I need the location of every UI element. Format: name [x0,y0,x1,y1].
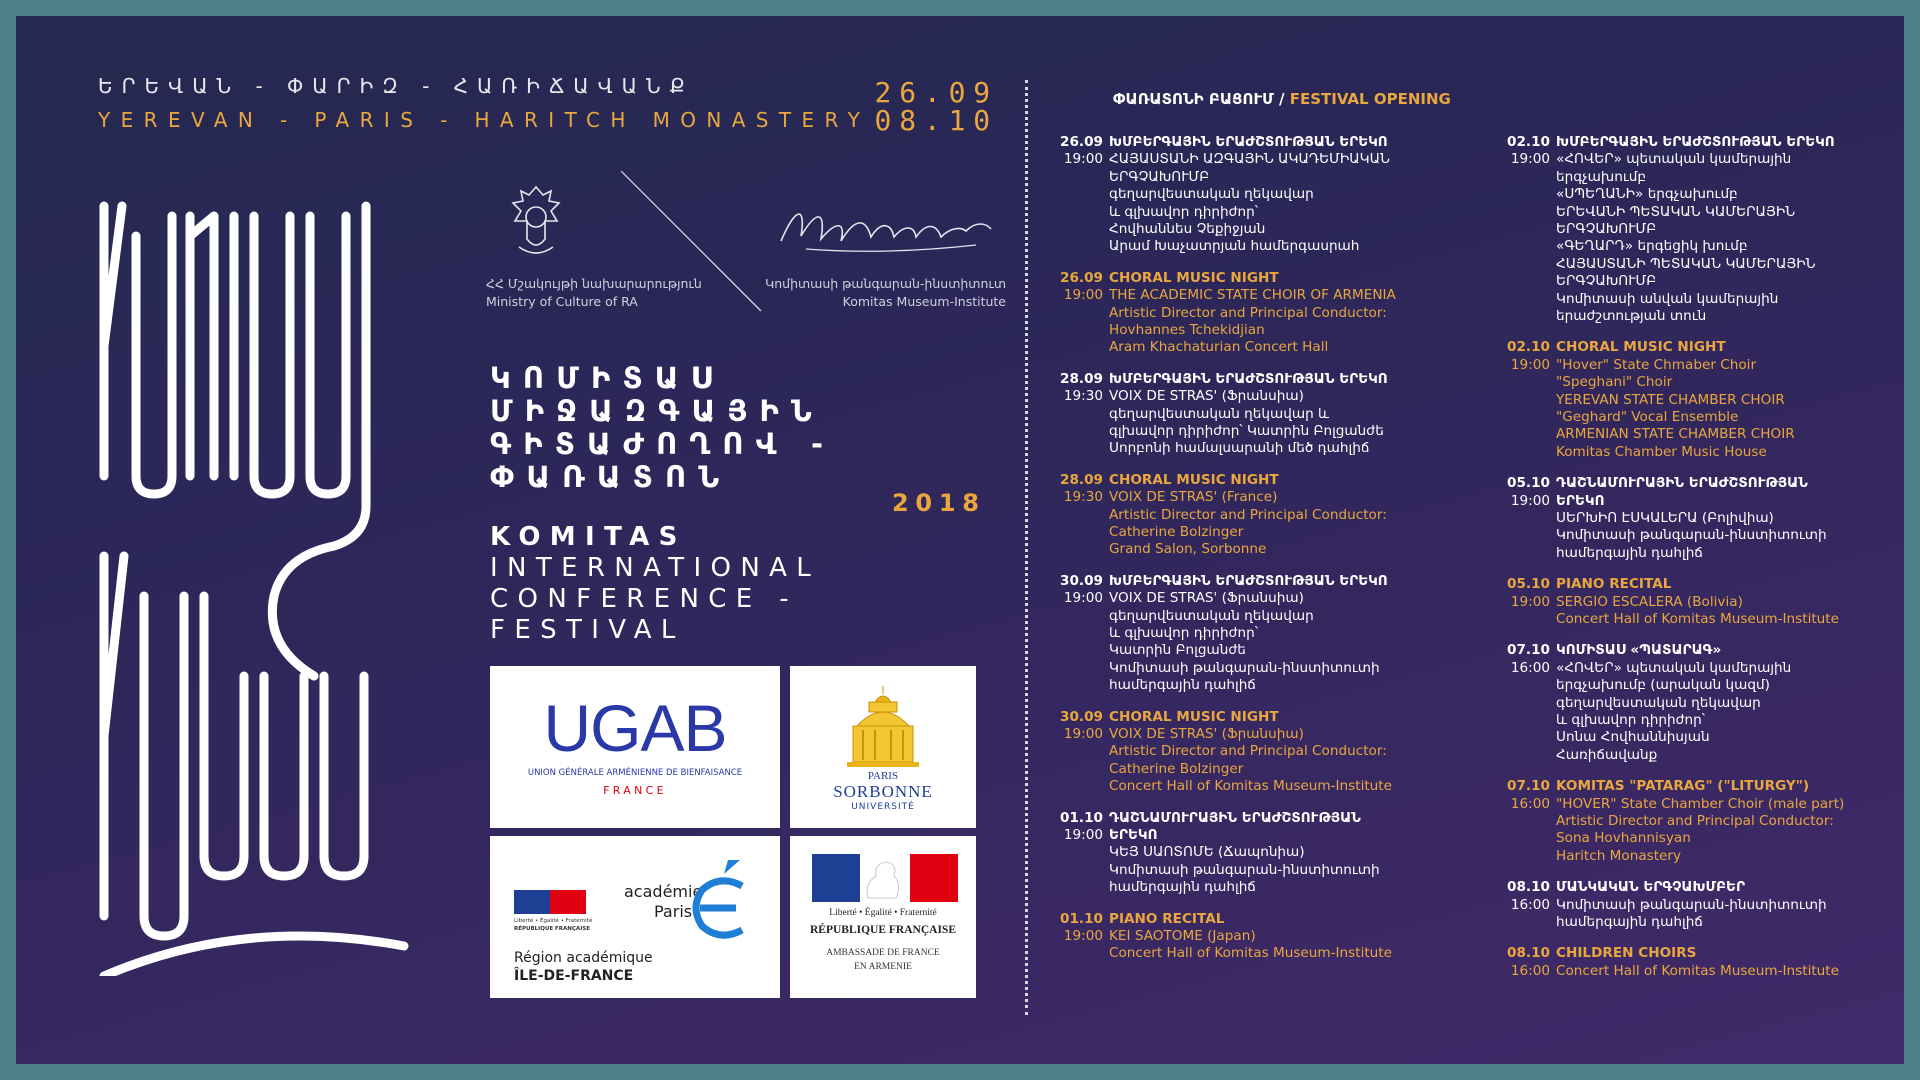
event-line: երաժշտության տուն [1556,308,1707,325]
academie-word: académie [624,882,703,901]
ministry-label-hy: ՀՀ Մշակույթի նախարարություն [486,276,702,291]
event-date: 26.09 [1060,269,1103,286]
title-en-line-2: INTERNATIONAL [490,553,821,583]
event-line: Grand Salon, Sorbonne [1109,541,1267,558]
ugab-name: UGAB [543,691,727,765]
event-time: 19:00 [1510,356,1550,373]
ugab-subtitle: UNION GÉNÉRALE ARMÉNIENNE DE BIENFAISANCE [527,768,743,778]
event-time: 19:00 [1510,492,1550,509]
event-time: 19:30 [1063,388,1103,405]
event-line: Artistic Director and Principal Conductor: [1109,506,1387,523]
museum-label-hy: Կոմիտասի թանգարան-ինստիտուտ [765,276,1006,291]
event-title: PIANO RECITAL [1556,576,1672,593]
event-line: ՀԱՅԱՍՏԱՆԻ ՊԵՏԱԿԱՆ ԿԱՄԵՐԱՅԻՆ [1556,255,1816,272]
event-line: գեղարվեստական ղեկավար [1109,607,1314,624]
event-title: CHORAL MUSIC NIGHT [1109,269,1279,286]
event-line: գեղարվեստական ղեկավար [1109,186,1314,203]
event-title: CHORAL MUSIC NIGHT [1109,708,1279,725]
event-date: 02.10 [1507,339,1550,356]
event-date: 01.10 [1060,910,1103,927]
event-line: Artistic Director and Principal Conductor: [1109,304,1387,321]
event-details [1556,778,1904,865]
event-time: 16:00 [1510,795,1550,812]
event-time: 19:00 [1063,151,1103,168]
title-en-line-4: FESTIVAL [490,615,685,645]
event-line: Concert Hall of Komitas Museum-Institute [1109,945,1392,962]
event-details [1556,134,1904,325]
event-date: 07.10 [1507,778,1550,795]
sorbonne-name: SORBONNE [833,782,933,801]
event-line: «ՀՈՎԵՐ» պետական կամերային [1556,151,1792,168]
event-date: 07.10 [1507,642,1550,659]
event-line: ԵՐԳՉԱԽՈՒՄԲ [1556,221,1657,238]
event-time: 19:30 [1063,489,1103,506]
event-line: Կատրին Բոլցանժե [1109,642,1246,659]
event-line: Սորբոնի համալսարանի մեծ դահլիճ [1109,440,1370,457]
sorbonne-logo [790,666,976,828]
museum-label-en: Komitas Museum-Institute [842,294,1006,309]
event-line: Artistic Director and Principal Conductor: [1556,813,1834,829]
event-time: 16:00 [1510,896,1550,913]
event-line: համերգային դահլիճ [1109,879,1256,896]
event-line: Komitas Chamber Music House [1556,443,1767,460]
event-line: "Hover" State Chmaber Choir [1556,356,1757,373]
event-details [1109,472,1469,559]
event-date: 02.10 [1507,134,1550,150]
academie-region-1: Région académique [514,950,653,966]
event-date: 28.09 [1060,471,1103,488]
ambassade-line-2: EN ARMENIE [854,962,912,972]
event-details [1109,371,1469,458]
title-hy-line-2: ՄԻՋԱԶԳԱՅԻՆ [490,394,824,428]
event-line: համերգային դահլիճ [1109,677,1256,694]
event-date: 26.09 [1060,134,1103,150]
event-line: ՍԵՐԽԻՈ ԷՍԿԱԼԵՐԱ (Բոլիվիա) [1556,510,1774,526]
event-time: 19:00 [1063,927,1103,944]
event-line: KEI SAOTOME (Japan) [1109,928,1256,944]
event-title: ԽՄԲԵՐԳԱՅԻՆ ԵՐԱԺՇՏՈՒԹՅԱՆ ԵՐԵԿՈ [1109,134,1388,150]
event-line: համերգային դահլիճ [1556,544,1703,561]
event-details [1109,709,1469,796]
event-title: CHORAL MUSIC NIGHT [1556,339,1726,356]
event-line: VOIX DE STRAS' (France) [1109,489,1278,506]
divider-diagonal [621,171,771,321]
event-date: 05.10 [1507,475,1550,492]
festival-title-armenian [490,362,835,494]
academie-region-2: ÎLE-DE-FRANCE [514,968,634,984]
event-date: 08.10 [1507,879,1550,896]
event-line: Կոմիտասի թանգարան-ինստիտուտի [1109,861,1380,878]
event-details [1556,339,1904,461]
event-line: SERGIO ESCALERA (Bolivia) [1556,593,1743,610]
event-line: ԵՐԳՉԱԽՈՒՄԲ [1556,273,1657,290]
date-start: 26.09 [874,76,998,109]
event-line: Concert Hall of Komitas Museum-Institute [1556,962,1839,979]
flag-blue [812,854,860,902]
event-time: 19:00 [1063,725,1103,742]
event-time: 19:00 [1063,590,1103,607]
event-line: համերգային դահլիճ [1556,914,1703,930]
date-end: 08.10 [874,104,998,137]
event-line: ԿԵՅ ՍԱՈՏՈՄԵ (Ճապոնիա) [1109,844,1305,861]
event-time: 19:00 [1063,287,1103,304]
komitas-signature-icon [776,201,996,261]
ambassade-line-1: AMBASSADE DE FRANCE [826,948,940,958]
event-title: ԽՄԲԵՐԳԱՅԻՆ ԵՐԱԺՇՏՈՒԹՅԱՆ ԵՐԵԿՈ [1109,572,1388,589]
title-en-line-3: CONFERENCE - [490,584,798,614]
event-details [1109,270,1469,357]
event-details [1556,475,1904,562]
event-line: Haritch Monastery [1556,847,1682,864]
event-details [1109,810,1469,897]
event-line: THE ACADEMIC STATE CHOIR OF ARMENIA [1109,287,1396,304]
event-line: գեղարվեստական ղեկավար և [1109,405,1330,422]
event-line: Սոնա Հովհաննիսյան [1556,729,1710,746]
sorbonne-paris: PARIS [867,770,899,782]
event-line: Հառիճավանք [1556,746,1658,763]
event-line: ԵՐԵՎԱՆԻ ՊԵՏԱԿԱՆ ԿԱՄԵՐԱՅԻՆ [1556,203,1796,220]
event-date: 01.10 [1060,809,1103,826]
flag-red [910,854,958,902]
event-date: 05.10 [1507,576,1550,593]
event-date: 30.09 [1060,708,1103,725]
event-line: "HOVER" State Chamber Choir (male part) [1556,795,1845,812]
event-line: «ՀՈՎԵՐ» պետական կամերային [1556,659,1792,676]
event-line: "Geghard" Vocal Ensemble [1556,409,1739,426]
event-line: և գլխավոր դիրիժոր՝ [1109,203,1258,220]
event-line: ARMENIAN STATE CHAMBER CHOIR [1556,426,1795,443]
event-title: PIANO RECITAL [1109,910,1225,927]
academie-e-icon [688,856,752,944]
sorbonne-universite: UNIVERSITÉ [851,802,915,812]
event-line: գեղարվեստական ղեկավար [1556,694,1761,711]
title-hy-line-1: ԿՈՄԻՏԱՍ [490,361,724,395]
opening-label-hy: ՓԱՌԱՏՈՆԻ ԲԱՑՈՒՄ / [1113,90,1285,108]
schedule-column-left [1057,134,1477,1034]
event-title: ԿՈՄԻՏԱՍ «ՊԱՏԱՐԱԳ» [1556,642,1722,659]
event-details [1109,573,1469,695]
event-line: Sona Hovhannisyan [1556,830,1691,847]
event-line: երգչախումբ (արական կազմ) [1556,677,1770,694]
event-line: "Speghani" Choir [1556,374,1673,391]
event-line: VOIX DE STRAS' (Ֆրանսիա) [1109,726,1304,742]
event-title: ՄԱՆԿԱԿԱՆ ԵՐԳՉԱԽՄԲԵՐ [1556,879,1745,896]
event-title: CHORAL MUSIC NIGHT [1109,471,1279,488]
ambassade-logo [790,836,976,998]
event-line: Hovhannes Tchekidjian [1109,322,1265,339]
event-time: 16:00 [1510,962,1550,979]
event-line: Կոմիտասի թանգարան-ինստիտուտի [1556,527,1827,544]
event-time: 19:00 [1510,593,1550,610]
event-title: ԴԱՇՆԱՄՈՒՐԱՅԻՆ ԵՐԱԺՇՏՈՒԹՅԱՆ [1556,475,1808,492]
flag-blue-left [514,890,550,914]
flag-red-left [550,890,586,914]
event-line: Արամ Խաչատրյան համերգասրահ [1109,238,1360,255]
event-line: և գլխավոր դիրիժոր՝ [1556,712,1705,729]
event-line: Կոմիտասի անվան կամերային [1556,290,1779,307]
event-line: Catherine Bolzinger [1109,760,1244,777]
event-line: YEREVAN STATE CHAMBER CHOIR [1556,391,1785,408]
title-en-line-1: KOMITAS [490,522,687,552]
event-line: VOIX DE STRAS' (Ֆրանսիա) [1109,388,1304,405]
academie-paris: Paris [654,902,693,921]
event-time: 16:00 [1510,659,1550,676]
event-details [1556,945,1904,980]
event-line: Հովհաննես Չեքիջյան [1109,221,1266,238]
event-line: Կոմիտասի թանգարան-ինստիտուտի [1109,659,1380,676]
event-details [1556,576,1904,628]
marianne-icon [860,854,910,902]
event-line: ՀԱՅԱՍՏԱՆԻ ԱԶԳԱՅԻՆ ԱԿԱԴԵՄԻԱԿԱՆ [1109,151,1390,168]
opening-label-en: FESTIVAL OPENING [1289,90,1451,108]
event-line: և գլխավոր դիրիժոր՝ [1109,625,1258,642]
event-line: Catherine Bolzinger [1109,524,1244,541]
festival-poster [16,16,1904,1064]
event-date: 28.09 [1060,370,1103,387]
event-time: 19:00 [1063,826,1103,843]
ugab-logo [490,666,780,828]
festival-title-english [490,522,820,646]
event-line: Artistic Director and Principal Conductor: [1109,743,1387,760]
event-line: Կոմիտասի թանգարան-ինստիտուտի [1556,896,1827,913]
event-line: VOIX DE STRAS' (Ֆրանսիա) [1109,590,1304,607]
event-title: KOMITAS "PATARAG" ("LITURGY") [1556,778,1810,795]
event-date: 30.09 [1060,572,1103,589]
cities-english: YEREVAN - PARIS - HARITCH MONASTERY [98,108,871,132]
event-date: 08.10 [1507,945,1550,962]
title-hy-line-4: ՓԱՌԱՏՈՆ [490,460,732,494]
schedule-column-right [1504,134,1904,1034]
ambassade-motto: Liberté • Égalité • Fraternité [829,908,937,918]
event-line: Concert Hall of Komitas Museum-Institute [1556,611,1839,627]
event-line: «ԳԵՂԱՐԴ» երգեցիկ խումբ [1556,238,1748,255]
ugab-country: FRANCE [603,784,667,797]
cities-armenian: ԵՐԵՎԱՆ - ՓԱՐԻԶ - ՀԱՌԻՃԱՎԱՆՔ [98,74,694,98]
academie-paris-logo [490,836,780,998]
event-title-continued: ԵՐԵԿՈ [1109,827,1158,843]
event-line: գլխավոր դիրիժոր՝ Կատրին Բոլցանժե [1109,423,1384,440]
event-title-continued: ԵՐԵԿՈ [1556,492,1605,509]
event-line: երգչախումբ [1556,168,1646,185]
event-line: Concert Hall of Komitas Museum-Institute [1109,778,1392,795]
dotted-divider [1025,80,1028,1015]
academie-republic: RÉPUBLIQUE FRANÇAISE [514,926,590,932]
event-details [1109,134,1469,256]
event-title: ԽՄԲԵՐԳԱՅԻՆ ԵՐԱԺՇՏՈՒԹՅԱՆ ԵՐԵԿՈ [1109,370,1388,387]
sorbonne-dome-icon [845,684,921,768]
armenia-coat-of-arms-icon [501,181,571,261]
event-title: CHILDREN CHOIRS [1556,945,1697,962]
event-time: 19:00 [1510,151,1550,168]
ambassade-republic: RÉPUBLIQUE FRANÇAISE [809,924,956,936]
festival-opening-label [1113,90,1451,108]
event-title: ԽՄԲԵՐԳԱՅԻՆ ԵՐԱԺՇՏՈՒԹՅԱՆ ԵՐԵԿՈ [1556,134,1835,150]
event-details [1556,879,1904,931]
event-line: ԵՐԳՉԱԽՈՒՄԲ [1109,168,1210,185]
academie-motto: Liberté • Égalité • Fraternité [514,918,593,924]
komitas-vertical-logo [64,176,484,976]
event-details [1556,642,1904,764]
event-line: Aram Khachaturian Concert Hall [1109,339,1329,356]
title-hy-line-3: ԳԻՏԱԺՈՂՈՎ - [490,427,836,461]
ministry-label-en: Ministry of Culture of RA [486,294,638,309]
event-title: ԴԱՇՆԱՄՈՒՐԱՅԻՆ ԵՐԱԺՇՏՈՒԹՅԱՆ [1109,809,1361,826]
event-line: «ՍՊԵՂԱՆԻ» երգչախումբ [1556,186,1738,203]
festival-year: 2018 [892,489,986,517]
event-details [1109,911,1469,963]
organizers-header [486,181,1006,321]
